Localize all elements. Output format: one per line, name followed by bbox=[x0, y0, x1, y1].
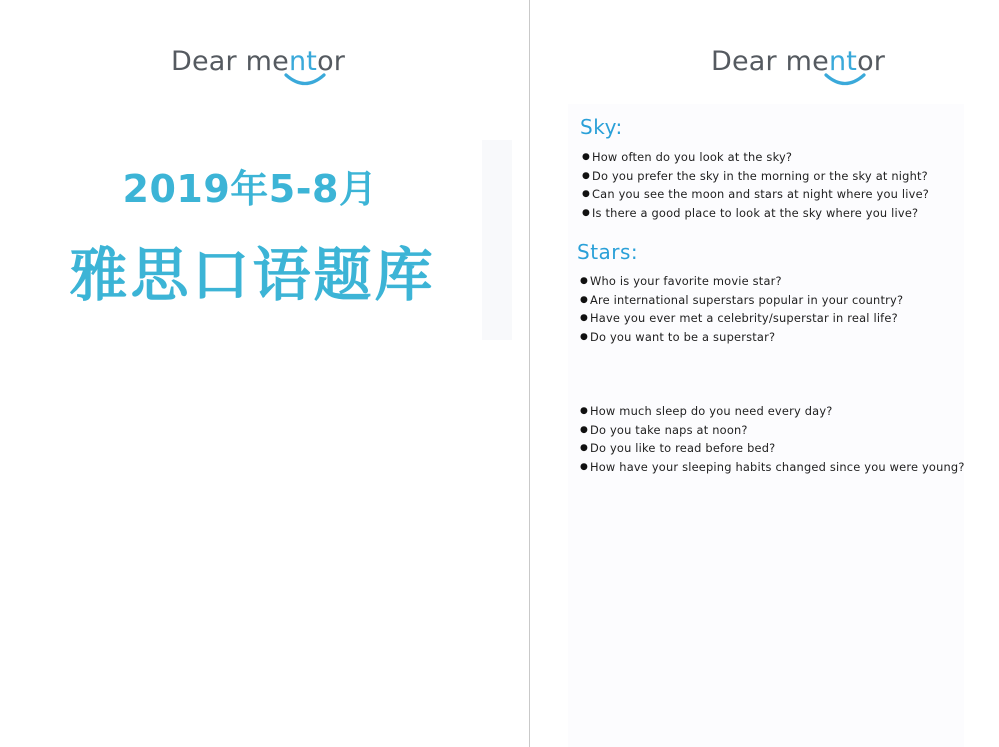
list-item: ● Do you want to be a superstar? bbox=[580, 328, 980, 347]
brand-logo-text: Dear mentor bbox=[711, 46, 886, 77]
section-title-sky: Sky: bbox=[580, 115, 623, 139]
bullet-icon: ● bbox=[580, 294, 589, 305]
sky-question-list bbox=[582, 148, 982, 222]
list-item: ● Who is your favorite movie star? bbox=[580, 272, 980, 291]
list-item: ● Do you take naps at noon? bbox=[580, 421, 980, 440]
list-item: ● Can you see the moon and stars at night where you live? bbox=[582, 185, 982, 204]
bullet-icon: ● bbox=[580, 276, 589, 286]
scan-shadow bbox=[482, 140, 512, 340]
bullet-icon: ● bbox=[582, 207, 591, 218]
bullet-icon: ● bbox=[580, 406, 589, 416]
section-title-stars: Stars: bbox=[577, 240, 639, 264]
brand-logo bbox=[711, 46, 911, 96]
list-item: ● How have your sleeping habits changed since you were young? bbox=[580, 458, 974, 477]
bullet-icon: ● bbox=[580, 461, 589, 472]
list-item: ● How often do you look at the sky? bbox=[582, 148, 982, 167]
bullet-icon: ● bbox=[582, 170, 591, 181]
list-item: ● Are international superstars popular in your country? bbox=[580, 291, 980, 310]
bullet-icon: ● bbox=[582, 189, 591, 200]
brand-logo bbox=[171, 46, 371, 96]
brand-logo-text: Dear mentor bbox=[171, 46, 346, 77]
list-item: ● Do you prefer the sky in the morning or the sky at night? bbox=[582, 167, 982, 186]
bullet-icon: ● bbox=[580, 443, 589, 454]
questions-page bbox=[530, 0, 999, 747]
cover-date: 2019年5-8月 bbox=[122, 167, 378, 211]
list-item: ● Have you ever met a celebrity/superstar in real life? bbox=[580, 309, 980, 328]
list-item: ● Do you like to read before bed? bbox=[580, 439, 980, 458]
bullet-icon: ● bbox=[580, 424, 589, 435]
list-item: ● Is there a good place to look at the sky where you live? bbox=[582, 204, 982, 223]
sleep-question-list bbox=[580, 402, 980, 476]
smile-icon bbox=[823, 72, 867, 86]
bullet-icon: ● bbox=[582, 152, 591, 162]
stars-question-list bbox=[580, 272, 980, 346]
cover-title: 雅思口语题库 bbox=[69, 241, 436, 309]
smile-icon bbox=[283, 72, 327, 86]
list-item: ● How much sleep do you need every day? bbox=[580, 402, 980, 421]
bullet-icon: ● bbox=[580, 331, 589, 342]
bullet-icon: ● bbox=[580, 313, 589, 324]
